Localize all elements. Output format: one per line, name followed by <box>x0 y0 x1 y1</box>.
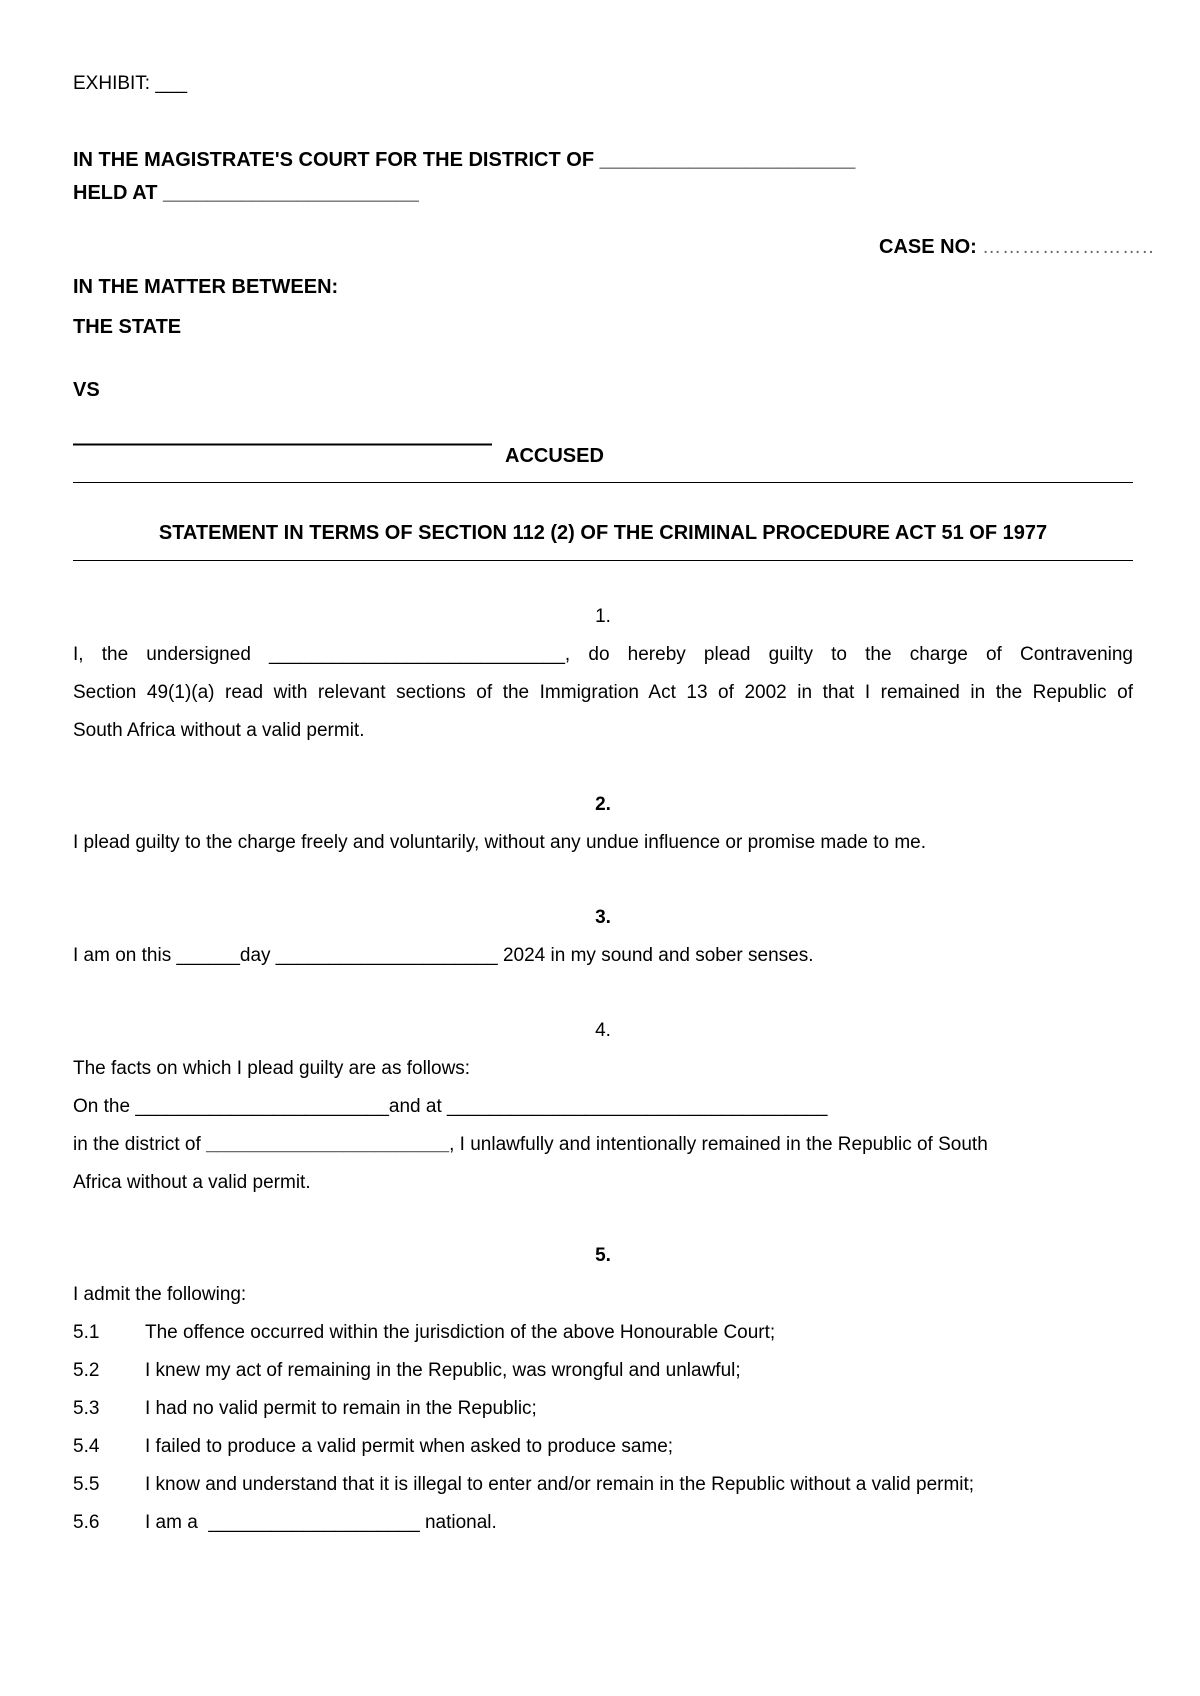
section-4-number: 4. <box>595 1020 611 1041</box>
accused-label: ACCUSED <box>505 445 604 467</box>
party-state: THE STATE <box>73 316 182 338</box>
admission-text: I had no valid permit to remain in the Republic; <box>145 1398 537 1419</box>
title-rule-bottom <box>73 560 1133 561</box>
versus-label: VS <box>73 379 100 401</box>
admission-number: 5.2 <box>73 1360 100 1381</box>
admission-item <box>73 1511 497 1535</box>
admission-item <box>73 1473 974 1497</box>
section-5-number: 5. <box>595 1245 611 1266</box>
section-3-text: I am on this ______day _____________________ 2024 in my sound and sober senses. <box>73 945 814 966</box>
section-1-line-2: Section 49(1)(a) read with relevant sections of the Immigration Act 13 of 2002 in that I remained in the Republic of <box>73 682 1133 703</box>
statement-title: STATEMENT IN TERMS OF SECTION 112 (2) OF THE CRIMINAL PROCEDURE ACT 51 OF 1977 <box>158 522 1048 544</box>
admission-text: I knew my act of remaining in the Republic, was wrongful and unlawful; <box>145 1360 741 1381</box>
section-5-intro: I admit the following: <box>73 1284 247 1305</box>
admission-number: 5.3 <box>73 1398 100 1419</box>
section-4-line-1: The facts on which I plead guilty are as follows: <box>73 1058 471 1079</box>
admission-text: I failed to produce a valid permit when asked to produce same; <box>145 1436 674 1457</box>
exhibit-label: EXHIBIT: ___ <box>73 73 188 94</box>
accused-name-blank: —————————————————————— <box>73 433 491 455</box>
admission-item <box>73 1397 537 1421</box>
admission-item <box>73 1321 775 1345</box>
title-rule-top <box>73 482 1133 483</box>
admission-item <box>73 1435 673 1459</box>
admission-item <box>73 1359 741 1383</box>
admission-number: 5.1 <box>73 1322 100 1343</box>
admission-text: The offence occurred within the jurisdiction of the above Honourable Court; <box>145 1322 776 1343</box>
held-at-line: HELD AT _______________________ <box>73 182 419 204</box>
admission-text: I know and understand that it is illegal to enter and/or remain in the Republic without a valid permit; <box>145 1474 975 1495</box>
section-2-text: I plead guilty to the charge freely and voluntarily, without any undue influence or promise made to me. <box>73 832 927 853</box>
case-no-label: CASE NO: <box>879 236 977 258</box>
section-4-line-3 <box>73 1133 988 1157</box>
district-prefix: in the district of <box>73 1134 207 1155</box>
section-1-line-3: South Africa without a valid permit. <box>73 720 365 741</box>
section-4-line-4: Africa without a valid permit. <box>73 1172 311 1193</box>
court-district-line: IN THE MAGISTRATE'S COURT FOR THE DISTRICT OF _______________________ <box>73 149 856 171</box>
section-1-number: 1. <box>595 606 611 627</box>
case-no-value: …………………….. <box>982 237 1155 258</box>
section-1-line-1: I, the undersigned ____________________________, do hereby plead guilty to the charge of Contravening <box>73 644 1133 665</box>
admission-number: 5.5 <box>73 1474 100 1495</box>
district-blank: _______________________ <box>206 1134 450 1155</box>
admission-text: I am a ____________________ national. <box>145 1512 497 1533</box>
admission-number: 5.6 <box>73 1512 100 1533</box>
section-4-line-2: On the ________________________and at ____________________________________ <box>73 1096 828 1117</box>
section-2-number: 2. <box>595 794 611 815</box>
case-number <box>879 235 1155 260</box>
admission-number: 5.4 <box>73 1436 100 1457</box>
matter-between: IN THE MATTER BETWEEN: <box>73 276 339 298</box>
district-suffix: , I unlawfully and intentionally remained in the Republic of South <box>449 1134 988 1155</box>
section-3-number: 3. <box>595 907 611 928</box>
